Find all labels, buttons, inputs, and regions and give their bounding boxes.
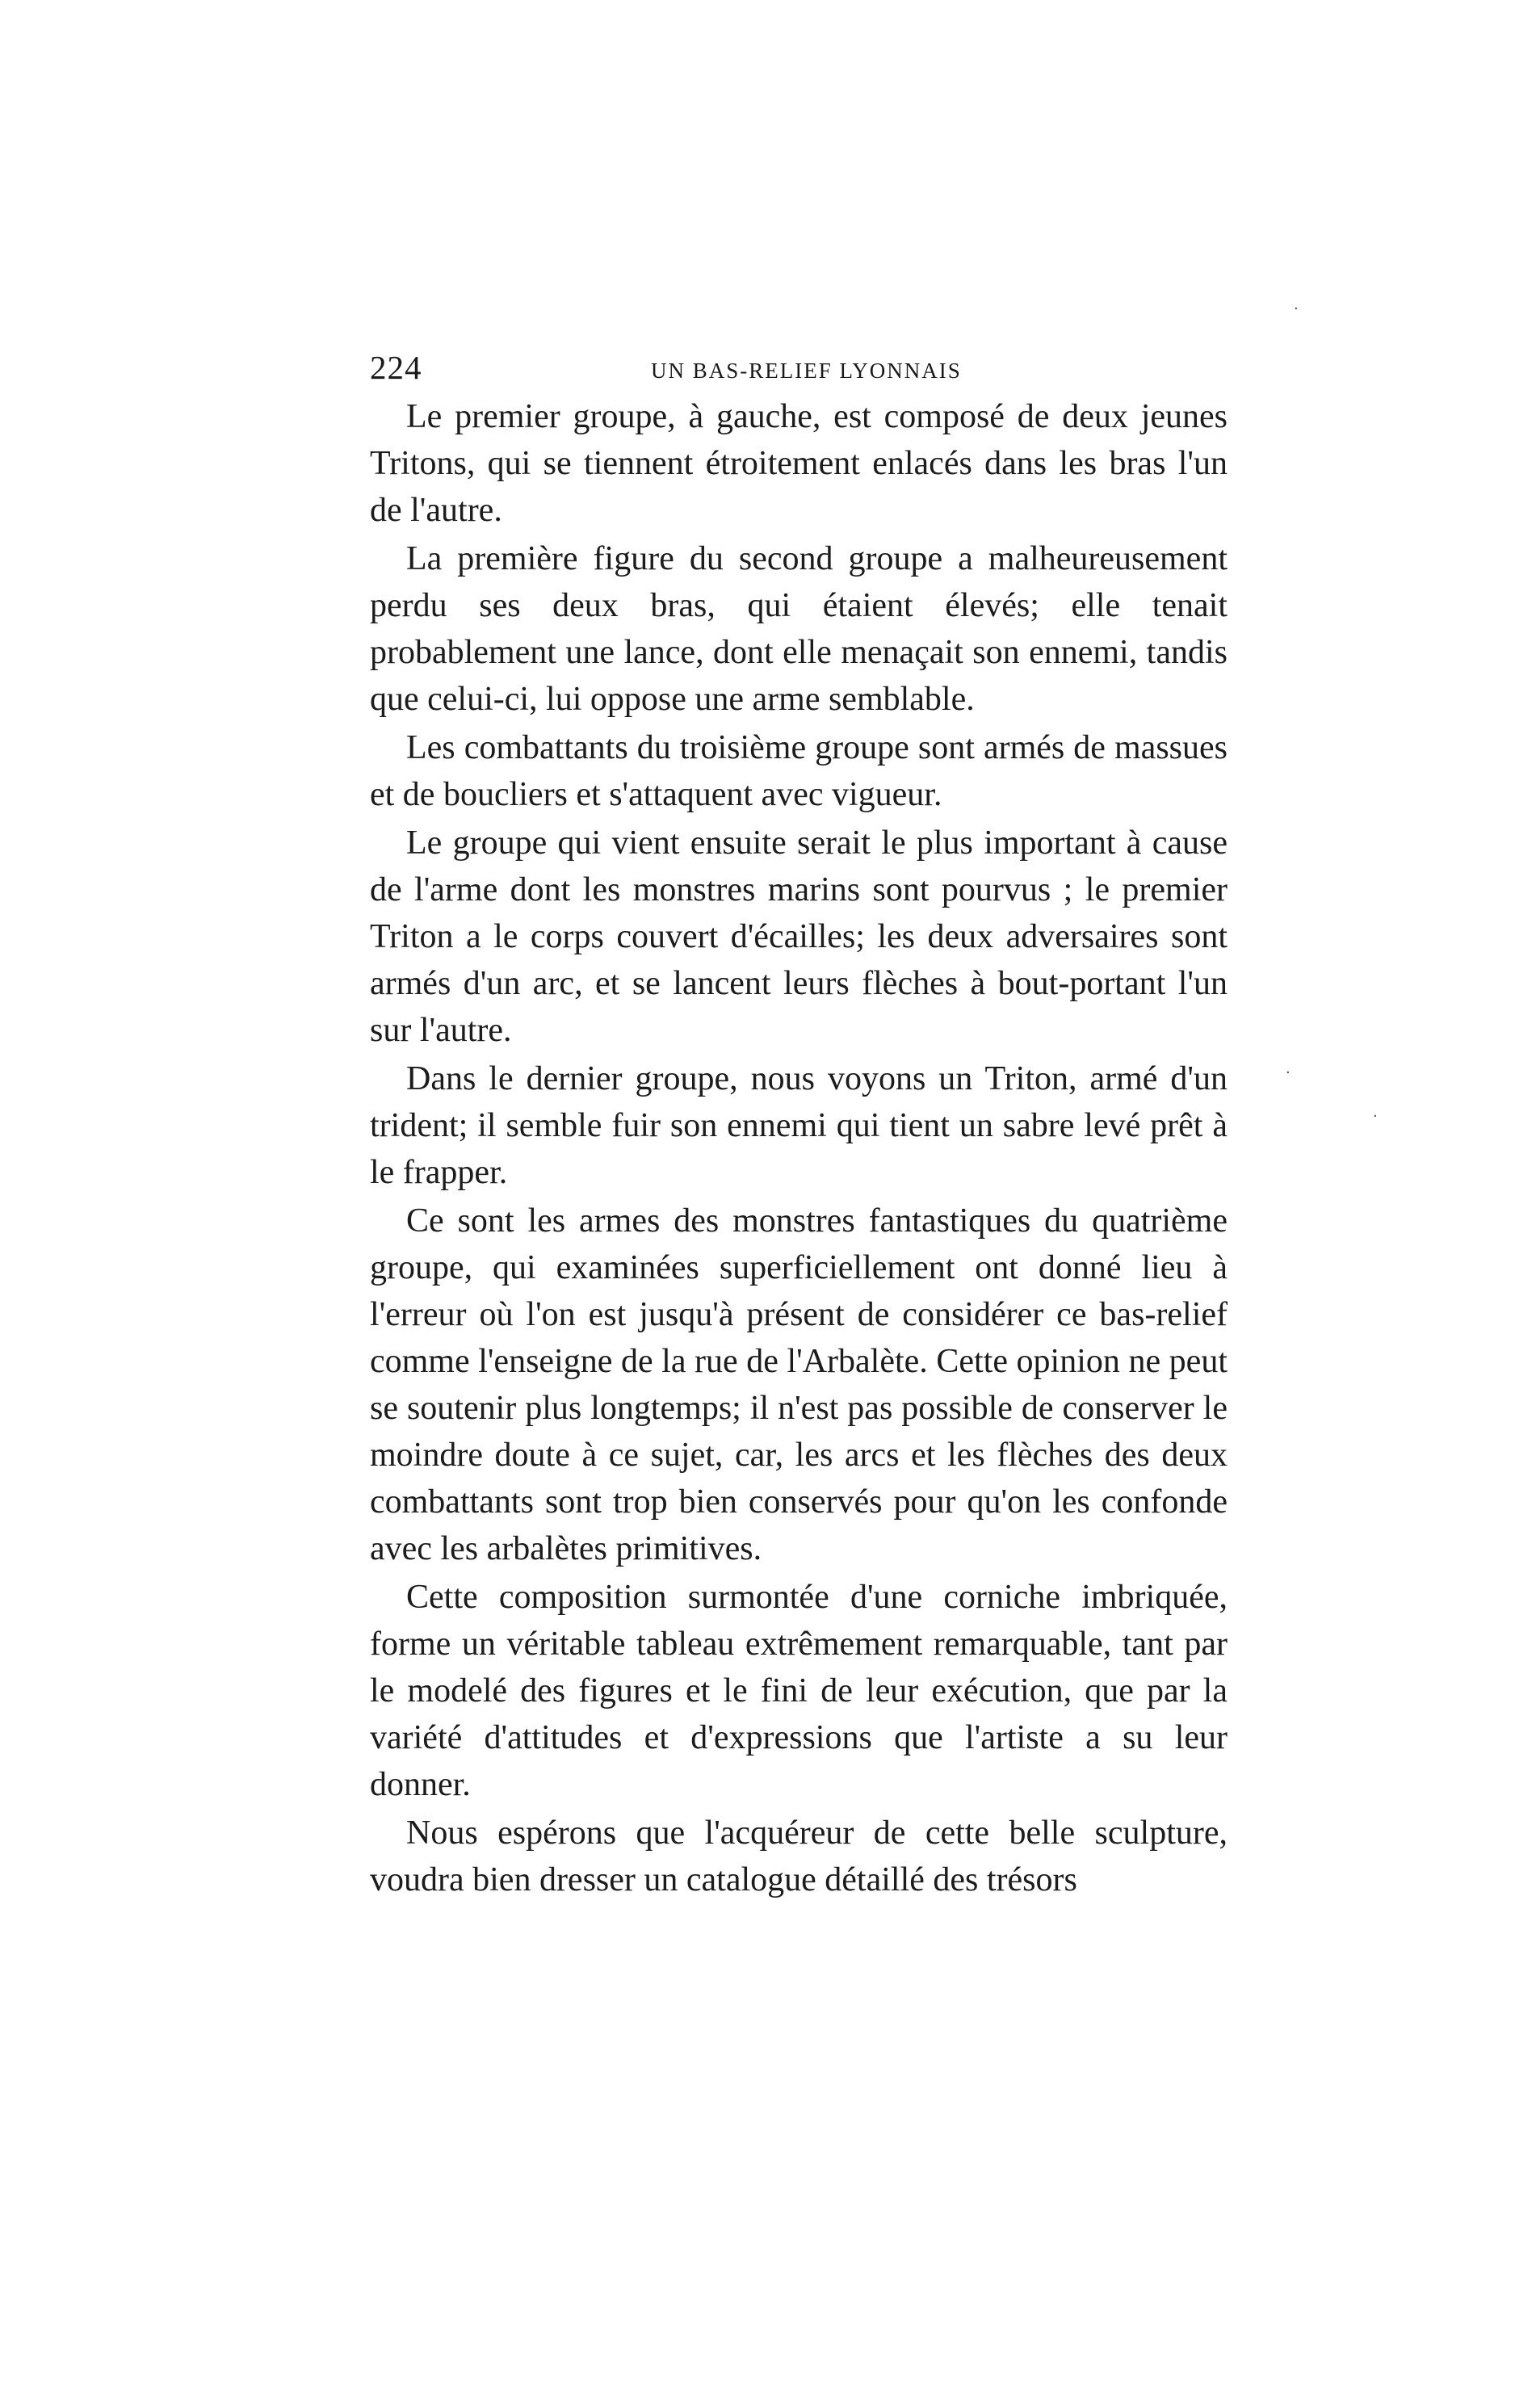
page-number: 224 — [370, 349, 422, 386]
scan-speck-mark: · — [1373, 1108, 1378, 1125]
scan-speck-mark: · — [1294, 300, 1299, 317]
paragraph-5: Dans le dernier groupe, nous voyons un Triton, armé d'un trident; il semble fuir son ennemi qui tient un sabre levé prêt à le frapper. — [370, 1060, 1228, 1191]
paragraph-7: Cette composition surmontée d'une corniche imbriquée, forme un véritable tableau extrêmement remarquable, tant par le modelé des figures et le fini de leur exécution, que par la variété d'attitudes et d'expressions que l'artiste a su leur donner. — [370, 1579, 1228, 1803]
paragraph-1: Le premier groupe, à gauche, est composé de deux jeunes Tritons, qui se tiennent étroitement enlacés dans les bras l'un de l'autre. — [370, 398, 1228, 529]
paragraph-2: La première figure du second groupe a malheureusement perdu ses deux bras, qui étaient élevés; elle tenait probablement une lance, dont elle menaçait son ennemi, tandis que celui-ci, lui oppose une arme semblable. — [370, 540, 1228, 718]
paragraph-3: Les combattants du troisième groupe sont armés de massues et de boucliers et s'attaquent avec vigueur. — [370, 729, 1228, 813]
page-body — [370, 393, 1228, 1905]
paragraph-4: Le groupe qui vient ensuite serait le plus important à cause de l'arme dont les monstres marins sont pourvus ; le premier Triton a le corps couvert d'écailles; les deux adversaires sont armés d'un arc, et se lancent leurs flèches à bout-portant l'un sur l'autre. — [370, 824, 1228, 1049]
page-header — [370, 343, 1242, 392]
scan-speck-mark: · — [1286, 1064, 1290, 1081]
paragraph-6: Ce sont les armes des monstres fantastiques du quatrième groupe, qui examinées superficiellement ont donné lieu à l'erreur où l'on est jusqu'à présent de considérer ce bas-relief comme l'enseigne de la rue de l'Arbalète. Cette opinion ne peut se soutenir plus longtemps; il n'est pas possible de conserver le moindre doute à ce sujet, car, les arcs et les flèches des deux combattants sont trop bien conservés pour qu'on les confonde avec les arbalètes primitives. — [370, 1202, 1228, 1567]
paragraph-8: Nous espérons que l'acquéreur de cette belle sculpture, voudra bien dresser un catalogue détaillé des trésors — [370, 1814, 1228, 1898]
running-title: UN BAS-RELIEF LYONNAIS — [651, 359, 962, 383]
